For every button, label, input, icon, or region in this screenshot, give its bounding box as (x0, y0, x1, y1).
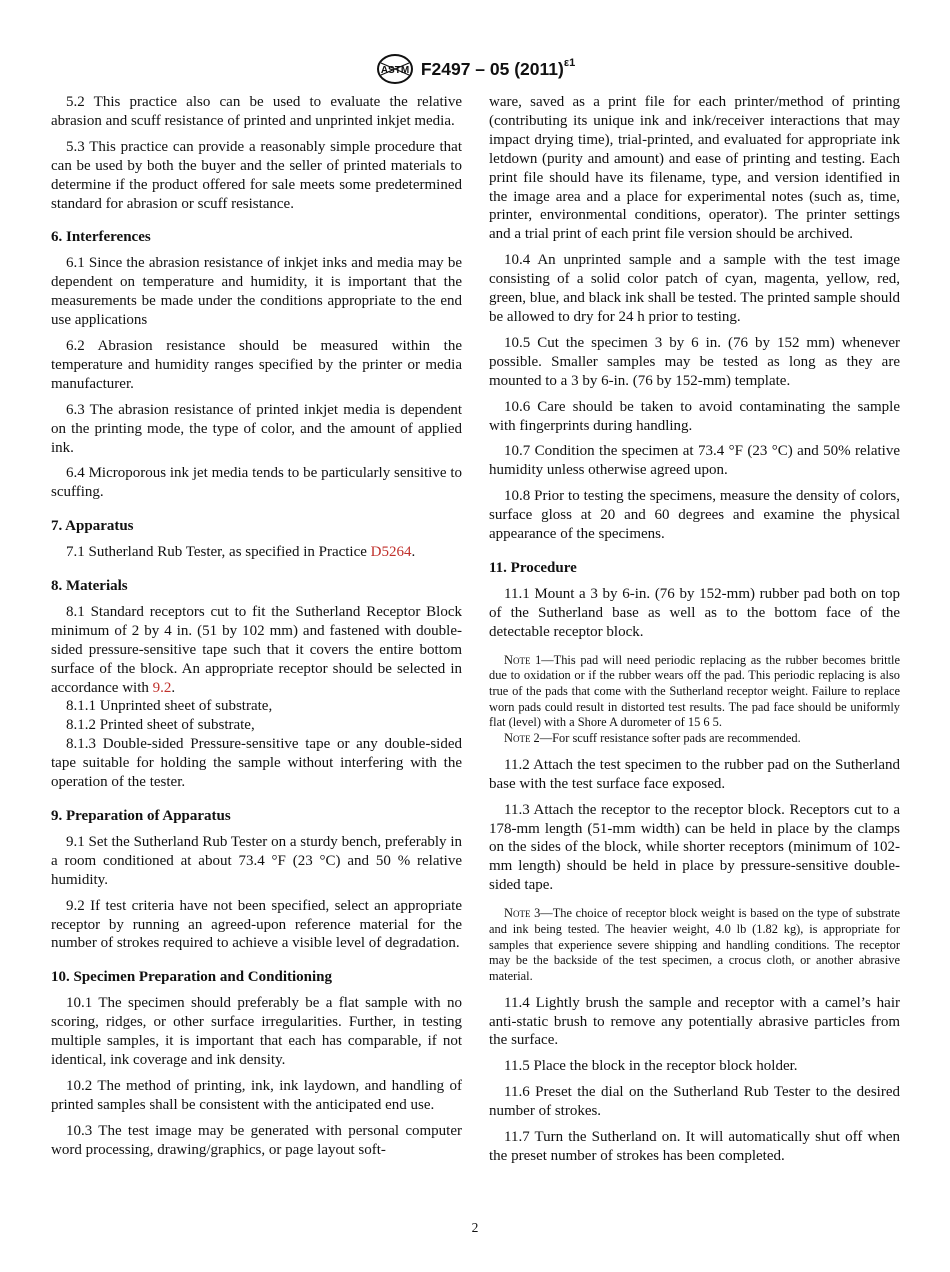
heading-preparation-of-apparatus: 9. Preparation of Apparatus (51, 808, 231, 824)
reference-link-d5264[interactable]: D5264 (370, 544, 412, 561)
paragraph-9-2: 9.2 If test criteria have not been specified, select an appropriate receptor by running an agreed-upon reference material for the number of strokes required to achieve a visible level of degradation. (51, 897, 462, 952)
heading-specimen-preparation: 10. Specimen Preparation and Conditioning (51, 969, 333, 986)
page-number: 2 (471, 1220, 479, 1235)
paragraph-10-8: 10.8 Prior to testing the specimens, measure the density of colors, surface gloss at 20 and 60 degrees and examine the physical appearance of the specimens. (489, 488, 900, 543)
paragraph-11-3: 11.3 Attach the receptor to the receptor block. Receptors cut to a 178-mm length (51-mm width) can be held in place by the clamps on the sides of the block, while shorter receptors (minimum of 102-mm length) should be held in place by pressure-sensitive double-sided tape. (489, 801, 900, 894)
note-2: Note 2—For scuff resistance softer pads are recommended. (504, 731, 801, 746)
heading-procedure: 11. Procedure (489, 559, 577, 576)
paragraph-10-3-continued: ware, saved as a print file for each printer/method of printing (contributing its unique ink and ink/receiver interactions that may impact drying time), trial-printed, and evaluated for appropriate ink letdown (purity and amount) and ease of printing and testing. Each print file should have its filename, type, and version identified in the image area and a place for experimental notes (such as, time, printer, environmental conditions, operator). The printer settings and a trial print of each print file version should be archived. (489, 94, 900, 243)
paragraph-8-1-3: 8.1.3 Double-sided Pressure-sensitive tape or any double-sided tape suitable for holding the sample without interfering with the operation of the tester. (51, 736, 462, 791)
astm-logo-icon (375, 53, 415, 85)
paragraph-8-1-1: 8.1.1 Unprinted sheet of substrate, (66, 698, 273, 715)
right-column (489, 93, 900, 1173)
paragraph-11-5: 11.5 Place the block in the receptor block holder. (504, 1058, 798, 1075)
reference-link-9-2[interactable]: 9.2 (152, 679, 172, 696)
heading-interferences: 6. Interferences (51, 229, 151, 246)
paragraph-8-1-2: 8.1.2 Printed sheet of substrate, (66, 717, 255, 734)
left-column (51, 93, 462, 1167)
paragraph-10-2: 10.2 The method of printing, ink, ink laydown, and handling of printed samples shall be consistent with the anticipated end use. (51, 1077, 462, 1113)
paragraph-5-3: 5.3 This practice can provide a reasonably simple procedure that can be used by both the buyer and the seller of printed materials to determine if the product offered for sale meets some predetermined standard for abrasion or scuff resistance. (51, 138, 462, 212)
paragraph-11-7: 11.7 Turn the Sutherland on. It will automatically shut off when the preset number of strokes has been completed. (489, 1129, 900, 1164)
paragraph-6-3: 6.3 The abrasion resistance of printed inkjet media is dependent on the printing mode, the type of color, and the amount of applied ink. (51, 401, 462, 456)
document-designation: F2497 – 05 $(2011)^{\varepsilon 1}$ (420, 56, 576, 79)
paragraph-11-6: 11.6 Preset the dial on the Sutherland Rub Tester to the desired number of strokes. (489, 1084, 900, 1120)
note-1: Note 1—This pad will need periodic replacing as the rubber becomes brittle due to oxidation or if the rubber wears off the pad. This periodic replacing is also true of the pads that come with the Sutherland receptor weight. Failure to replace worn pads could result in distorted test results. The pad face should be uniformly flat (level) with a Shore A durometer of 15 6 5. (489, 652, 900, 730)
paragraph-11-1: 11.1 Mount a 3 by 6-in. (76 by 152-mm) rubber pad both on top of the Sutherland base as well as to the bottom face of the detectable receptor block. (489, 585, 900, 640)
paragraph-10-7: 10.7 Condition the specimen at 73.4 °F (23 °C) and 50% relative humidity unless otherwise agreed upon. (489, 443, 900, 479)
paragraph-6-2: 6.2 Abrasion resistance should be measured within the temperature and humidity ranges specified by the printer or media manufacturer. (51, 337, 462, 392)
paragraph-10-6: 10.6 Care should be taken to avoid contaminating the sample with fingerprints during handling. (489, 398, 900, 434)
paragraph-11-2: 11.2 Attach the test specimen to the rubber pad on the Sutherland base with the test surface face exposed. (489, 756, 900, 792)
note-3: Note 3—The choice of receptor block weight is based on the type of substrate and ink being tested. The heavier weight, 4.0 lb (1.82 kg), is appropriate for samples that experience severe shipping and handling conditions. The receptor may be the backside of the test specimen, a crocus cloth, or another abrasive material. (489, 906, 900, 983)
paragraph-6-1: 6.1 Since the abrasion resistance of inkjet inks and media may be dependent on temperature and humidity, it is important that the measurements be made under the conditions appropriate to the end use applications (51, 255, 462, 329)
svg-text:ASTM: ASTM (380, 65, 409, 76)
designation-superscript: ε1 (563, 56, 576, 69)
paragraph-10-4: 10.4 An unprinted sample and a sample with the test image consisting of a solid color patch of cyan, magenta, yellow, red, green, blue, and black ink shall be tested. The printed sample should be allowed to dry for 24 h prior to testing. (489, 252, 900, 325)
paragraph-5-2: 5.2 This practice also can be used to evaluate the relative abrasion and scuff resistance of printed and unprinted inkjet media. (51, 94, 462, 129)
page-header (0, 53, 950, 85)
paragraph-7-1: 7.1 Sutherland Rub Tester, as specified in Practice D5264. (66, 544, 416, 561)
heading-materials: 8. Materials (51, 578, 128, 595)
paragraph-8-1: 8.1 Standard receptors cut to fit the Sutherland Receptor Block minimum of 2 by 4 in. (51 by 102 mm) and fastened with double-sided pressure-sensitive tape such that it covers the entire bottom surface of the block. An appropriate receptor should be selected in accordance with 9.2. (51, 603, 462, 696)
paragraph-10-5: 10.5 Cut the specimen 3 by 6 in. (76 by 152 mm) whenever possible. Smaller samples may be tested as long as they are mounted to a 3 by 6-in. (76 by 152-mm) template. (489, 334, 900, 389)
paragraph-11-4: 11.4 Lightly brush the sample and receptor with a camel’s hair anti-static brush to remove any potentially abrasive particles from the surface. (489, 994, 900, 1049)
paragraph-6-4: 6.4 Microporous ink jet media tends to be particularly sensitive to scuffing. (51, 465, 462, 501)
paragraph-10-1: 10.1 The specimen should preferably be a flat sample with no scoring, ridges, or other surface irregularities. Further, in testing multiple samples, it is important that each has comparable, if not identical, ink coverage and ink density. (51, 995, 462, 1068)
paragraph-9-1: 9.1 Set the Sutherland Rub Tester on a sturdy bench, preferably in a room conditioned at about 73.4 °F (23 °C) and 50 % relative humidity. (51, 833, 462, 888)
heading-apparatus: 7. Apparatus (51, 518, 134, 535)
paragraph-10-3-start: 10.3 The test image may be generated with personal computer word processing, drawing/graphics, or page layout soft- (51, 1122, 462, 1158)
